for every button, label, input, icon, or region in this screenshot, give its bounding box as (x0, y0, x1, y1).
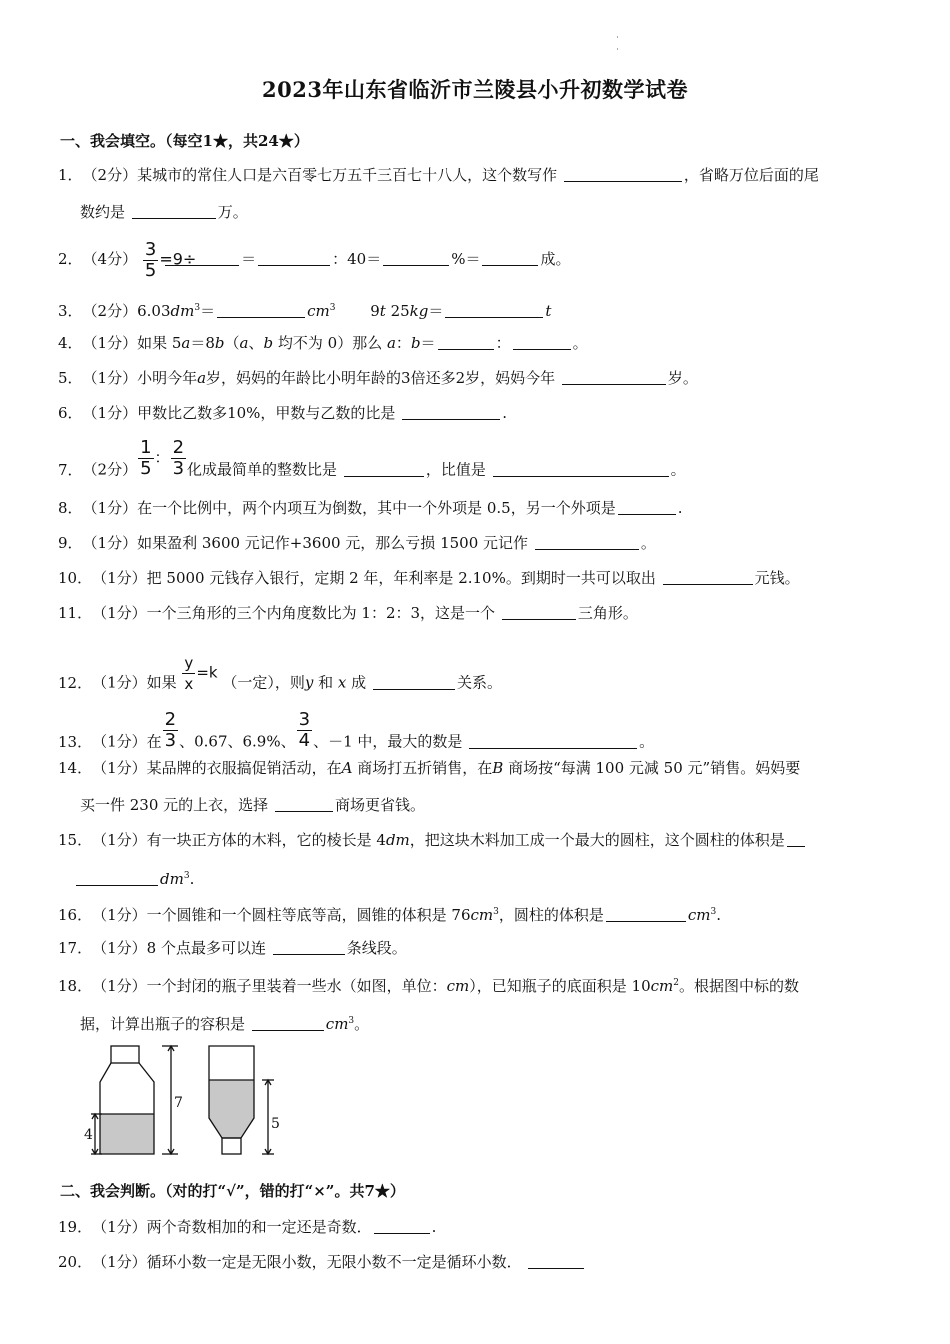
fraction: $\frac{2}{3}$ (172, 437, 185, 479)
fraction: $\frac{2}{3}$ (164, 709, 177, 751)
water-fill (100, 1114, 154, 1154)
answer-blank[interactable] (402, 403, 500, 420)
question-4: 4．（1分）如果 5a＝8b（a、b 均不为 0）那么 a：b＝ ： 。 (58, 334, 588, 352)
question-14-cont: 买一件 230 元的上衣，选择 商场更省钱。 (80, 796, 425, 814)
question-1: 1．（2分）某城市的常住人口是六百零七万五千三百七十八人，这个数写作 ，省略万位后面的尾 (58, 166, 819, 184)
answer-blank[interactable] (528, 1252, 584, 1269)
question-18: 18．（1分）一个封闭的瓶子里装着一些水（如图，单位：cm），已知瓶子的底面积是 $10cm^2$。根据图中标的数 (58, 977, 799, 995)
question-7: 7．（2分） $\frac{1}{5}$ ： $\frac{2}{3}$ 化成最简单的整数比是 ，比值是 。 (58, 437, 686, 479)
question-14: 14．（1分）某品牌的衣服搞促销活动，在A 商场打五折销售，在B 商场按“每满 100 元减 50 元”销售。妈妈要 (58, 759, 801, 777)
answer-blank[interactable] (344, 460, 424, 477)
answer-blank[interactable] (502, 603, 576, 620)
bottle-neck (111, 1046, 139, 1063)
question-1-cont: 数约是 万。 (80, 203, 248, 221)
bottle-figure (78, 1044, 288, 1160)
question-12: 12．（1分）如果 $\frac{y}{x}$ =k （一定），则y 和 x 成 关系。 (58, 654, 502, 693)
question-9: 9．（1分）如果盈利 3600 元记作+3600 元，那么亏损 1500 元记作 。 (58, 534, 656, 552)
question-2: 2．（4分） $\frac{3}{5}$ =9÷ ＝ ：40＝ %＝ 成。 (58, 238, 571, 281)
fraction: $\frac{3}{5}$ (144, 238, 157, 281)
fraction: $\frac{y}{x}$ (184, 654, 194, 693)
answer-blank[interactable] (273, 938, 345, 955)
answer-blank[interactable] (76, 869, 158, 886)
question-11: 11．（1分）一个三角形的三个内角度数比为 1：2：3，这是一个 三角形。 (58, 604, 638, 622)
label-5: 5 (271, 1116, 280, 1132)
question-3: 3．（2分）$6.03dm^3= cm^3$ 9t 25kg＝ t (58, 302, 552, 320)
answer-blank[interactable] (374, 1217, 430, 1234)
answer-blank[interactable] (469, 732, 637, 749)
answer-blank[interactable] (535, 533, 639, 550)
label-7: 7 (174, 1095, 183, 1111)
question-19: 19．（1分）两个奇数相加的和一定还是奇数． . (58, 1218, 437, 1236)
answer-blank[interactable] (482, 249, 538, 266)
question-6: 6．（1分）甲数比乙数多10%，甲数与乙数的比是 . (58, 404, 507, 422)
answer-blank[interactable] (373, 673, 455, 690)
question-16: 16．（1分）一个圆锥和一个圆柱等底等高，圆锥的体积是 $76cm^3$，圆柱的体积是 $cm^3$. (58, 906, 722, 924)
question-10: 10．（1分）把 5000 元钱存入银行，定期 2 年，年利率是 2.10%。到期时一共可以取出 元钱。 (58, 569, 800, 587)
answer-blank[interactable] (217, 301, 305, 318)
question-17: 17．（1分）8 个点最多可以连 条线段。 (58, 939, 407, 957)
question-18-cont: 据，计算出瓶子的容积是 $cm^3$。 (80, 1015, 370, 1033)
fraction: $\frac{1}{5}$ (140, 437, 152, 479)
answer-blank[interactable] (513, 333, 571, 350)
question-20: 20．（1分）循环小数一定是无限小数，无限小数不一定是循环小数． (58, 1251, 898, 1273)
answer-blank[interactable] (618, 498, 676, 515)
bottle-neck (222, 1138, 241, 1154)
answer-blank[interactable] (445, 301, 543, 318)
answer-blank[interactable] (383, 249, 449, 266)
answer-blank[interactable] (564, 165, 682, 182)
answer-blank[interactable] (258, 249, 330, 266)
section-1-heading: 一、我会填空。（每空1★，共24★） (60, 132, 309, 150)
scan-mark (617, 36, 619, 54)
page-title: 2023年山东省临沂市兰陵县小升初数学试卷 (262, 77, 688, 102)
label-4: 4 (84, 1127, 93, 1143)
fraction: $\frac{3}{4}$ (298, 709, 311, 751)
answer-blank[interactable] (438, 333, 494, 350)
question-8: 8．（1分）在一个比例中，两个内项互为倒数，其中一个外项是 0.5，另一个外项是 . (58, 499, 683, 517)
answer-blank[interactable] (606, 905, 686, 922)
question-15: 15．（1分）有一块正方体的木料，它的棱长是 4dm，把这块木料加工成一个最大的圆柱，这个圆柱的体积是 (58, 829, 898, 851)
section-2-heading: 二、我会判断。（对的打“√”，错的打“×”。共7★） (60, 1182, 405, 1200)
answer-blank[interactable] (275, 795, 333, 812)
question-13: 13．（1分）在 $\frac{2}{3}$ 、0.67、6.9%、 $\frac{3}{4}$ 、－1 中，最大的数是 。 (58, 709, 655, 751)
answer-blank[interactable] (132, 202, 216, 219)
answer-blank[interactable] (663, 568, 753, 585)
answer-blank[interactable] (562, 368, 666, 385)
answer-blank[interactable] (493, 460, 669, 477)
inverted-bottle (209, 1046, 274, 1154)
question-15-cont: $dm^3$. (74, 865, 194, 890)
question-5: 5．（1分）小明今年a岁，妈妈的年龄比小明年龄的3倍还多2岁，妈妈今年 岁。 (58, 369, 698, 387)
answer-blank[interactable] (252, 1014, 324, 1031)
upright-bottle (91, 1046, 178, 1154)
answer-blank[interactable] (787, 830, 805, 847)
